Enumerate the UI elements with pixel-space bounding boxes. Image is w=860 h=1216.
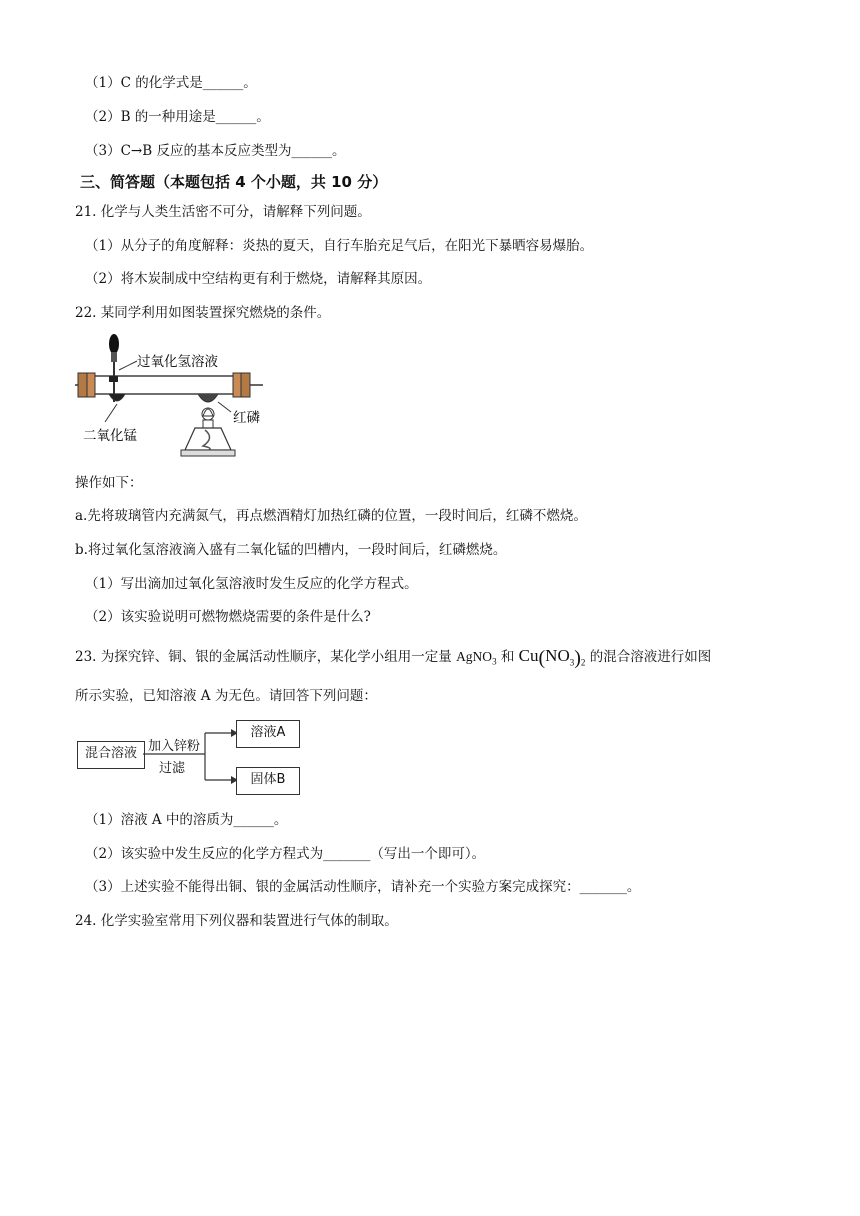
formula-cu-no3-2: $Cu(NO_3)_2$: [518, 646, 586, 669]
q22-part1: （1）写出滴加过氧化氢溶液时发生反应的化学方程式。: [85, 576, 418, 592]
q24-stem: 24. 化学实验室常用下列仪器和装置进行气体的制取。: [75, 913, 398, 929]
label-mno2: 二氧化锰: [83, 428, 137, 444]
ops-heading: 操作如下：: [75, 475, 143, 491]
q22-part2: （2）该实验说明可燃物燃烧需要的条件是什么?: [85, 609, 371, 625]
flow-arrows: [143, 720, 238, 795]
q23-stem-line2: 所示实验，已知溶液 A 为无色。请回答下列问题：: [75, 688, 377, 704]
box-solution-a: 溶液A: [236, 720, 300, 748]
formula-agno3: AgNO$_3$: [456, 649, 497, 667]
box-mixed-solution: 混合溶液: [77, 741, 145, 769]
q23-part2: （2）该实验中发生反应的化学方程式为_______（写出一个即可）。: [85, 846, 486, 862]
q21-part2: （2）将木炭制成中空结构更有利于燃烧，请解释其原因。: [85, 271, 432, 287]
q21-stem: 21. 化学与人类生活密不可分，请解释下列问题。: [75, 204, 371, 220]
q20-part2: （2）B 的一种用途是______。: [85, 109, 270, 125]
label-add-zinc: 加入锌粉: [148, 739, 201, 754]
q21-part1: （1）从分子的角度解释：炎热的夏天，自行车胎充足气后，在阳光下暴晒容易爆胎。: [85, 238, 594, 254]
label-filter: 过滤: [159, 761, 186, 776]
q23-stem-line1: 23. 为探究锌、铜、银的金属活动性顺序，某化学小组用一定量 AgNO$_3$ 和 $Cu(NO_3)_2$ 的混合溶液进行如图: [75, 646, 712, 669]
q20-part3: （3）C→B 反应的基本反应类型为______。: [85, 143, 346, 159]
box-solid-b: 固体B: [236, 767, 300, 795]
q23-part3: （3）上述实验不能得出铜、银的金属活动性顺序，请补充一个实验方案完成探究：_______。: [85, 879, 641, 895]
q23-part1: （1）溶液 A 中的溶质为______。: [85, 812, 288, 828]
q23-text-a: 23. 为探究锌、铜、银的金属活动性顺序，某化学小组用一定量: [75, 649, 457, 665]
q23-text-b: 的混合溶液进行如图: [585, 649, 712, 665]
op-a: a.先将玻璃管内充满氮气，再点燃酒精灯加热红磷的位置，一段时间后，红磷不燃烧。: [75, 508, 587, 524]
combustion-apparatus-figure: [75, 330, 275, 465]
q20-part1: （1）C 的化学式是______。: [85, 75, 257, 91]
section-heading: 三、简答题（本题包括 4 个小题，共 10 分）: [80, 173, 388, 191]
label-red-phosphorus: 红磷: [233, 410, 260, 426]
op-b: b.将过氧化氢溶液滴入盛有二氧化锰的凹槽内，一段时间后，红磷燃烧。: [75, 542, 507, 558]
label-h2o2: 过氧化氢溶液: [137, 354, 218, 370]
q22-stem: 22. 某同学利用如图装置探究燃烧的条件。: [75, 305, 331, 321]
